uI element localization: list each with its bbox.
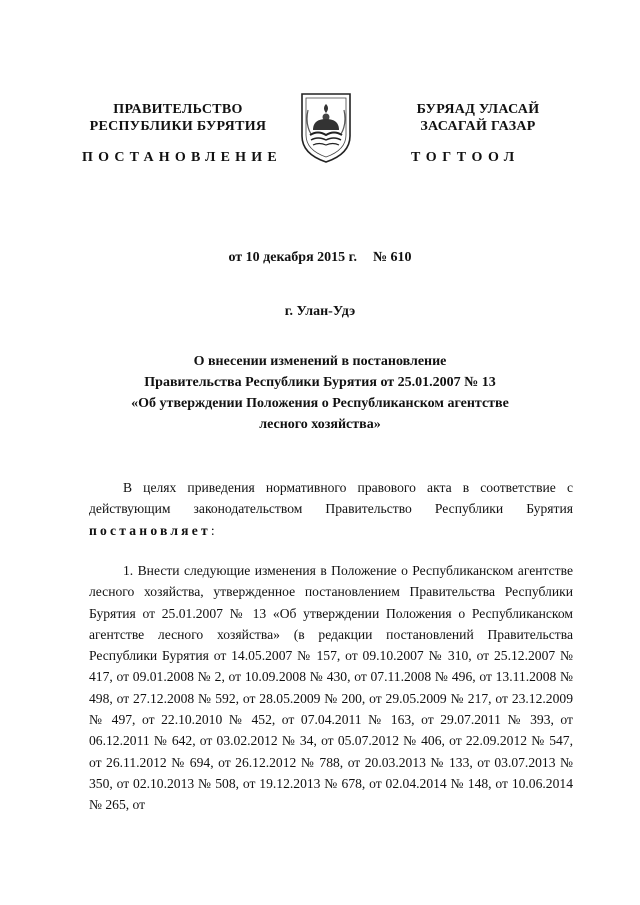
- issuer-left: [78, 101, 278, 135]
- issuer-right: [378, 101, 578, 135]
- issuer-right-line2: ЗАСАГАЙ ГАЗАР: [420, 119, 536, 134]
- intro-keyword: постановляет: [89, 522, 211, 538]
- document-number: № 610: [372, 250, 412, 265]
- coat-of-arms-icon: [299, 90, 353, 164]
- title-line: «Об утверждении Положения о Республиканском агентстве: [131, 396, 509, 411]
- document-date-line: [0, 250, 640, 266]
- item-1-paragraph: 1. Внести следующие изменения в Положение о Республиканском агентстве лесного хозяйства, утвержденное постановлением Правительства Республики Бурятия от 25.01.2007 № 13 «Об утверждении Положения о Республиканском агентстве лесного хозяйства» (в редакции постановлений Правительства Республики Бурятия от 14.05.2007 № 157, от 09.10.2007 № 310, от 25.12.2007 № 417, от 09.01.2008 № 2, от 10.09.2008 № 430, от 07.11.2008 № 496, от 13.11.2008 № 498, от 27.12.2008 № 592, от 28.05.2009 № 200, от 29.05.2009 № 217, от 23.12.2009 № 497, от 22.10.2010 № 452, от 07.04.2011 № 163, от 29.07.2011 № 393, от 06.12.2011 № 642, от 03.02.2012 № 34, от 05.07.2012 № 406, от 22.09.2012 № 547, от 26.11.2012 № 694, от 26.12.2012 № 788, от 20.03.2013 № 133, от 03.07.2013 № 350, от 02.10.2013 № 508, от 19.12.2013 № 678, от 02.04.2014 № 148, от 10.06.2014 № 265, от: [89, 563, 573, 813]
- intro-text: В целях приведения нормативного правового акта в соответствие с действующим законодательством Правительство Республики Бурятия: [89, 480, 573, 517]
- document-date: от 10 декабря 2015 г.: [228, 250, 357, 265]
- document-title: [100, 351, 540, 435]
- title-line: Правительства Республики Бурятия от 25.01.2007 № 13: [144, 375, 496, 390]
- title-line: лесного хозяйства»: [259, 417, 381, 432]
- intro-paragraph: [89, 477, 573, 541]
- intro-end: :: [210, 522, 215, 538]
- issuer-left-line2: РЕСПУБЛИКИ БУРЯТИЯ: [89, 119, 267, 134]
- doctype-left: ПОСТАНОВЛЕНИЕ: [82, 150, 282, 165]
- document-city: г. Улан-Удэ: [284, 304, 356, 319]
- title-line: О внесении изменений в постановление: [193, 354, 447, 369]
- doctype-right: ТОГТООЛ: [411, 150, 520, 165]
- issuer-left-line1: ПРАВИТЕЛЬСТВО: [113, 102, 243, 117]
- issuer-right-line1: БУРЯАД УЛАСАЙ: [416, 102, 540, 117]
